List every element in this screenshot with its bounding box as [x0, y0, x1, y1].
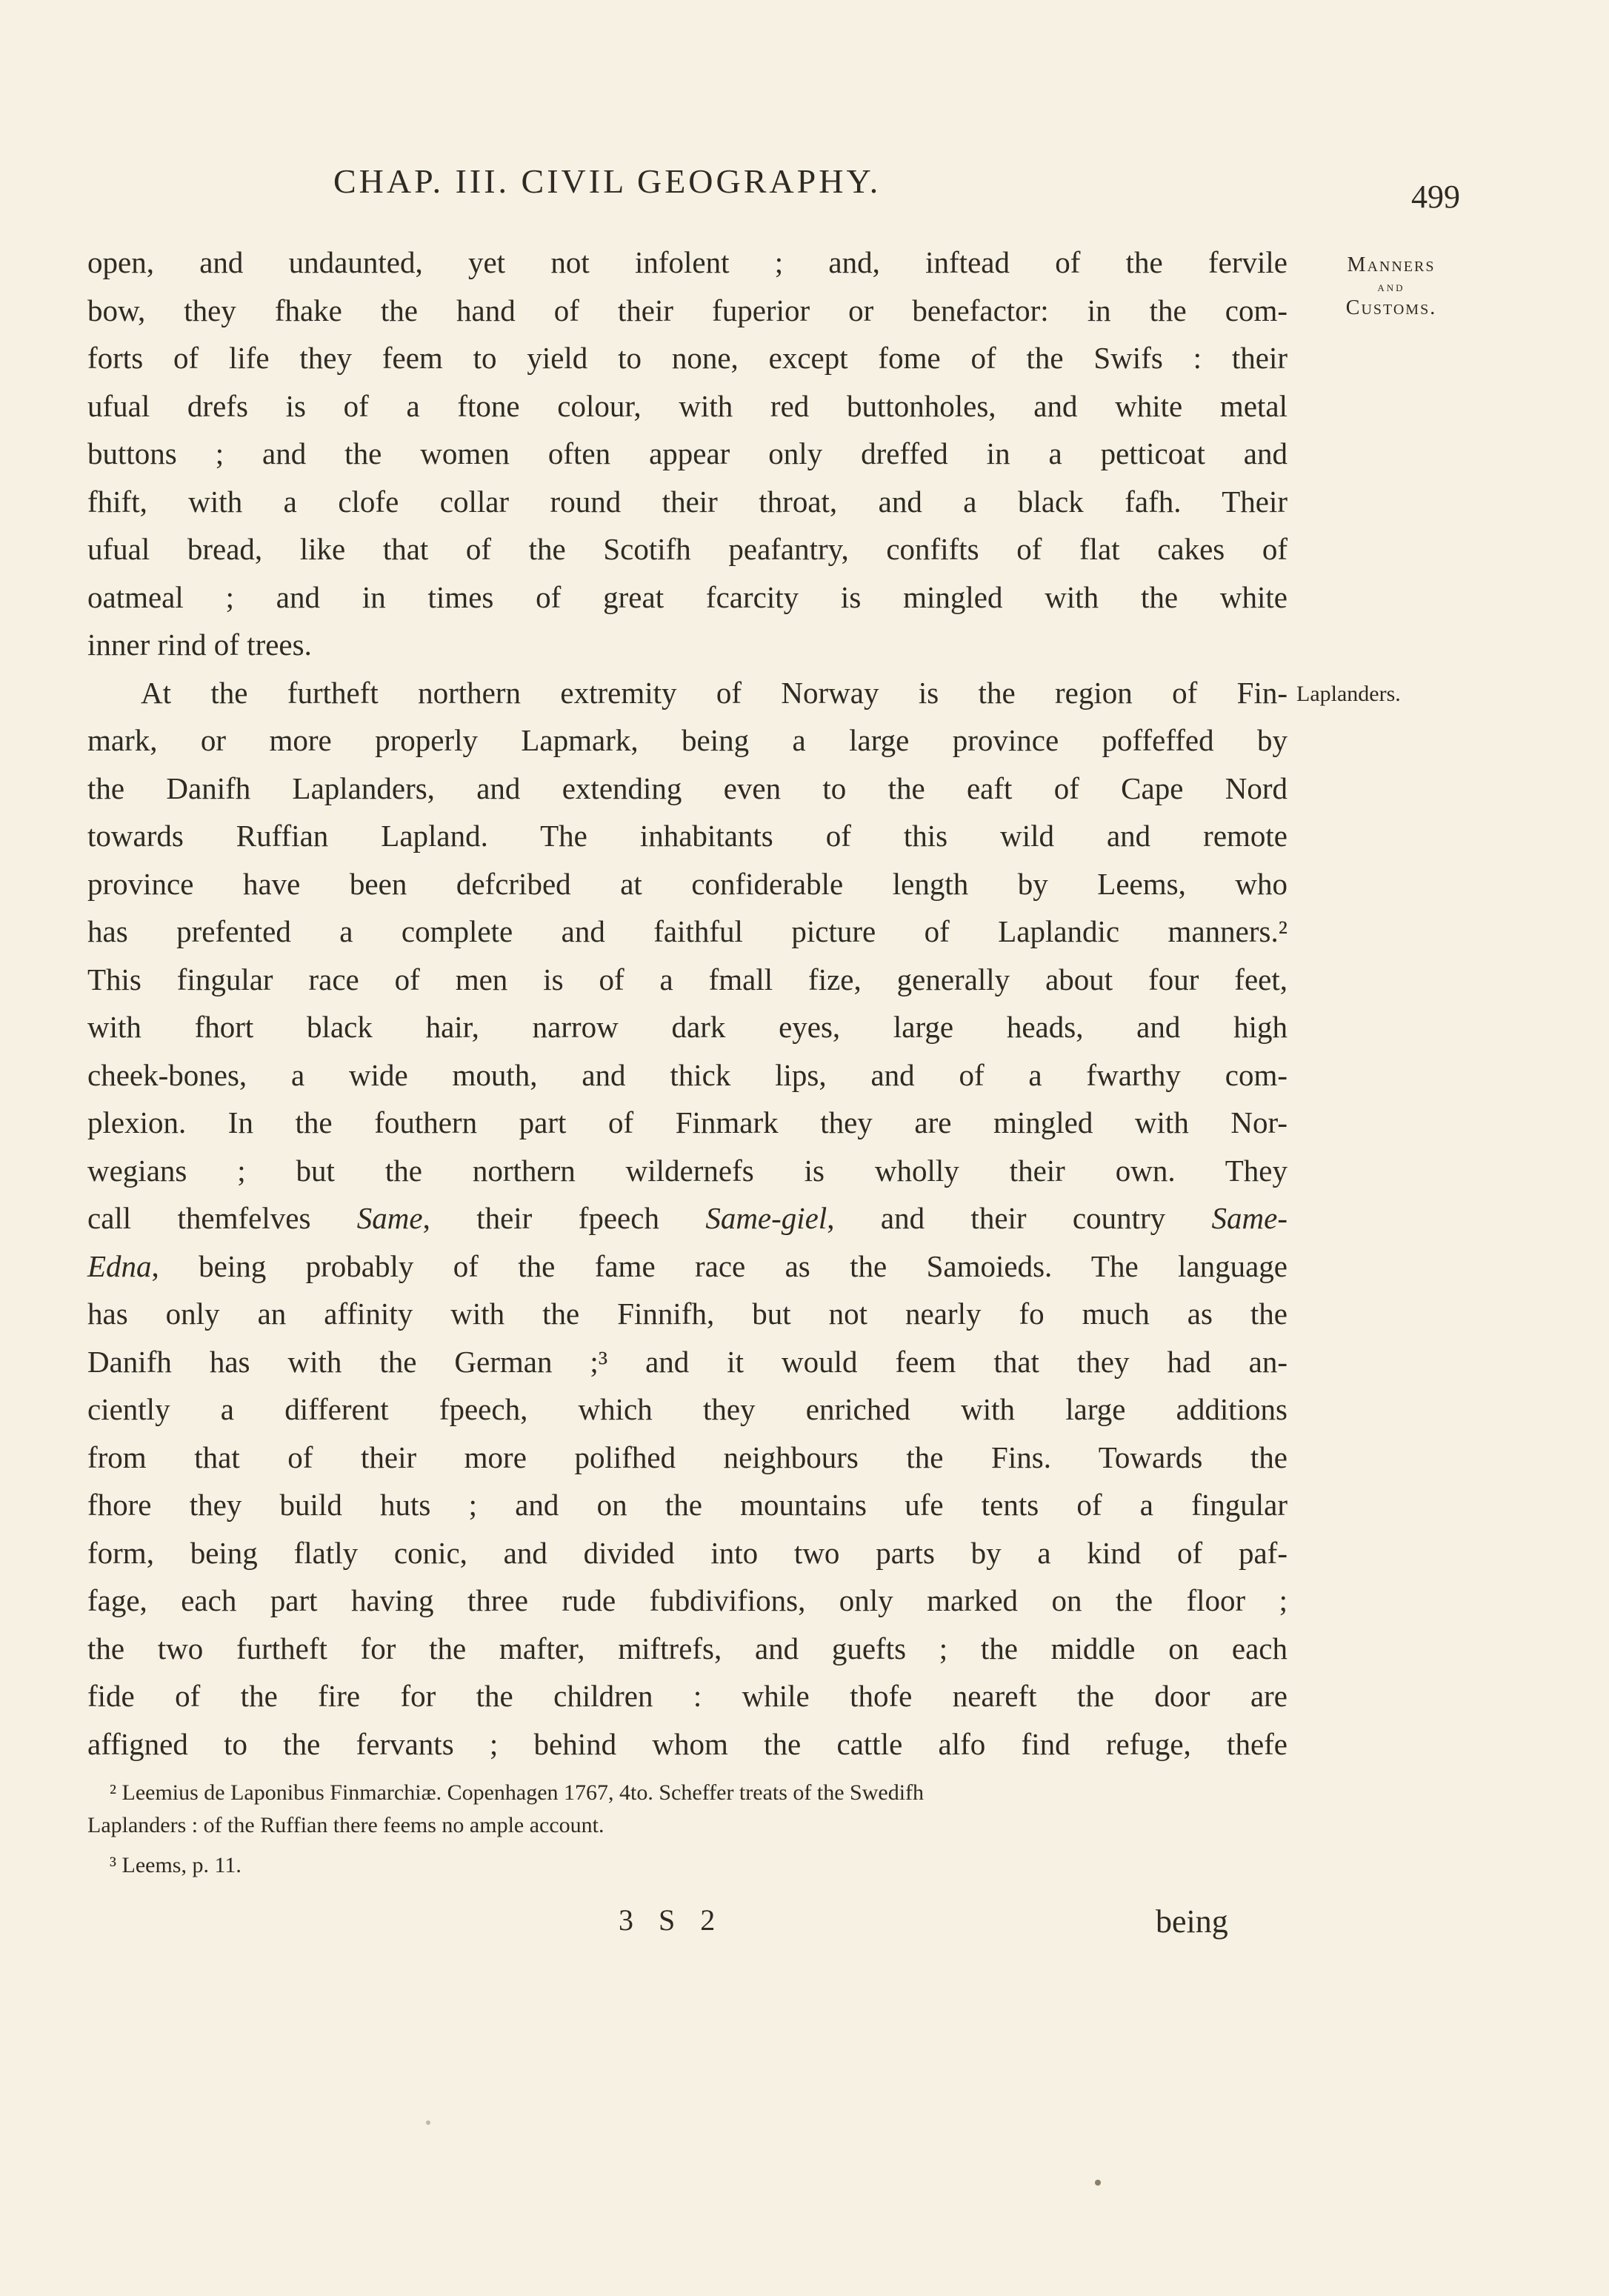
text-line: from that of their more polifhed neighbours the Fins. Towards the [87, 1440, 1287, 1474]
text-line: towards Ruffian Lapland. The inhabitants of this wild and remote [87, 819, 1287, 853]
italic-term: Same [356, 1201, 423, 1235]
text-line: bow, they fhake the hand of their fuperior or benefactor: in the com- [87, 293, 1287, 327]
page-number: 499 [1411, 179, 1460, 215]
text-line: ciently a different fpeech, which they enriched with large additions [87, 1392, 1287, 1426]
text-run: , and their country [827, 1201, 1212, 1235]
text-line: province have been defcribed at confiderable length by Leems, who [87, 866, 1287, 901]
text-run: call themfelves [87, 1201, 357, 1235]
text-line: oatmeal ; and in times of great fcarcity is mingled with the white [87, 579, 1287, 614]
text-line: fhift, with a clofe collar round their throat, and a black fafh. Their [87, 484, 1287, 519]
text-line: has only an affinity with the Finnifh, but not nearly fo much as the [87, 1297, 1287, 1331]
text-line [87, 1194, 1287, 1242]
body-text [87, 239, 1287, 1768]
paper-speck [1095, 2180, 1101, 2186]
text-line: fide of the fire for the children : while thofe neareft the door are [87, 1679, 1287, 1713]
text-line: This fingular race of men is of a fmall fize, generally about four feet, [87, 962, 1287, 996]
italic-term: Edna [87, 1248, 152, 1283]
text-line: ufual drefs is of a ftone colour, with red buttonholes, and white metal [87, 388, 1287, 423]
italic-term: Same-giel [705, 1201, 827, 1235]
footnote-2-line-2: Laplanders : of the Ruffian there feems no ample account. [87, 1813, 604, 1837]
sidenote-customs-line: Customs. [1345, 296, 1437, 319]
signature-mark: 3 S 2 [619, 1903, 724, 1937]
text-line: the two furtheft for the mafter, miftrefs, and guefts ; the middle on each [87, 1631, 1287, 1666]
paper-speck [426, 2120, 430, 2125]
catchword: being [1156, 1903, 1228, 1940]
sidenote-and: and [1377, 279, 1405, 294]
italic-term: Same- [1211, 1201, 1287, 1235]
footnotes [87, 1777, 1302, 1882]
text-line: cheek-bones, a wide mouth, and thick lips, and of a fwarthy com- [87, 1057, 1287, 1092]
text-line: has prefented a complete and faithful picture of Laplandic manners.² [87, 914, 1287, 948]
text-line: At the furtheft northern extremity of Norway is the region of Fin- [141, 675, 1287, 710]
text-line: form, being flatly conic, and divided into two parts by a kind of paf- [87, 1535, 1287, 1570]
text-line: ufual bread, like that of the Scotifh peafantry, confifts of flat cakes of [87, 532, 1287, 566]
text-line: forts of life they feem to yield to none, except fome of the Swifs : their [87, 341, 1287, 375]
text-line: wegians ; but the northern wildernefs is wholly their own. They [87, 1153, 1287, 1188]
text-line [87, 1242, 1287, 1291]
text-line: mark, or more properly Lapmark, being a large province poffeffed by [87, 723, 1287, 757]
footnote-2-line-1: ² Leemius de Laponibus Finmarchiæ. Copenhagen 1767, 4to. Scheffer treats of the Swedifh [110, 1780, 925, 1805]
sidenote-manners-line: Manners [1347, 253, 1436, 276]
running-head: CHAP. III. CIVIL GEOGRAPHY. [333, 162, 882, 200]
text-line: fhore they build huts ; and on the mountains ufe tents of a fingular [87, 1488, 1287, 1522]
text-line: affigned to the fervants ; behind whom the cattle alfo find refuge, thefe [87, 1726, 1287, 1761]
text-line: open, and undaunted, yet not infolent ; and, inftead of the fervile [87, 245, 1287, 279]
sidenote-manners-and-customs [1317, 253, 1465, 320]
text-line: plexion. In the fouthern part of Finmark they are mingled with Nor- [87, 1105, 1287, 1139]
text-run: , their fpeech [422, 1201, 706, 1235]
footnote-3: ³ Leems, p. 11. [110, 1853, 241, 1877]
sidenote-laplanders: Laplanders. [1296, 682, 1401, 706]
text-line: the Danifh Laplanders, and extending even to the eaft of Cape Nord [87, 771, 1287, 805]
text-line: fage, each part having three rude fubdivifions, only marked on the floor ; [87, 1583, 1287, 1617]
text-line: buttons ; and the women often appear only dreffed in a petticoat and [87, 436, 1287, 470]
text-line: inner rind of trees. [87, 628, 312, 662]
text-line: with fhort black hair, narrow dark eyes, large heads, and high [87, 1010, 1287, 1044]
text-run: , being probably of the fame race as the Samoieds. The language [151, 1248, 1287, 1283]
text-line: Danifh has with the German ;³ and it would feem that they had an- [87, 1344, 1287, 1379]
